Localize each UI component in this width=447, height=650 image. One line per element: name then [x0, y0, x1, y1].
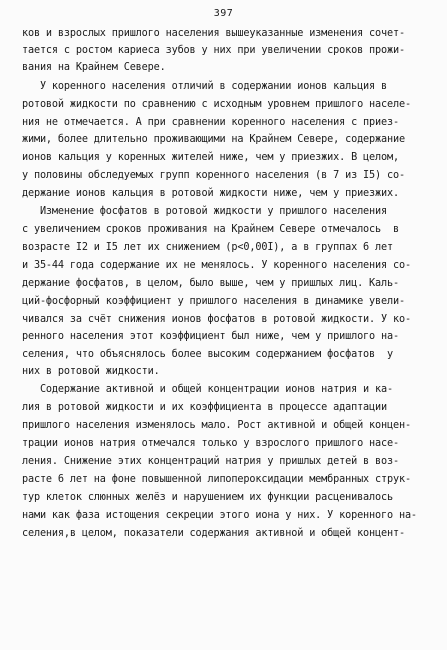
text-line: ротовой жидкости по сравнению с исходным уровнем пришлого населе- [22, 99, 411, 110]
text-line: с увеличением сроков проживания на Крайнем Севере отмечалось в [22, 224, 399, 235]
text-line: лия в ротовой жидкости и их коэффициента в процессе адаптации [22, 402, 387, 413]
text-line: ления. Снижение этих концентраций натрия у пришлых детей в воз- [22, 456, 399, 467]
text-line: чивался за счёт снижения ионов фосфатов в ротовой жидкости. У ко- [22, 314, 411, 325]
text-line: Изменение фосфатов в ротовой жидкости у пришлого населения [22, 206, 387, 217]
text-line: держание фосфатов, в целом, было выше, чем у пришлых лиц. Каль- [22, 278, 399, 289]
text-line: ния не отмечается. А при сравнении коренного населения с приез- [22, 117, 399, 128]
text-line: тается с ростом кариеса зубов у них при увеличении сроков прожи- [22, 45, 405, 56]
text-line: пришлого населения изменялось мало. Рост активной и общей концен- [22, 420, 411, 431]
text-line: расте 6 лет на фоне повышенной липопероксидации мембранных струк- [22, 474, 411, 485]
text-line: ионов кальция у коренных жителей ниже, чем у приезжих. В целом, [22, 152, 399, 163]
text-line: вания на Крайнем Севере. [22, 62, 166, 73]
text-line: возрасте I2 и I5 лет их снижением (p<0,00I), а в группах 6 лет [22, 242, 393, 253]
page-number: 397 [213, 8, 234, 19]
text-line: трации ионов натрия отмечался только у взрослого пришлого насе- [22, 438, 399, 449]
text-line: тур клеток слюнных желёз и нарушением их функции расценивалось [22, 492, 393, 503]
text-line: ций-фосфорный коэффициент у пришлого населения в динамике увели- [22, 296, 405, 307]
text-line: ков и взрослых пришлого населения вышеуказанные изменения сочет- [22, 28, 405, 39]
text-line: них в ротовой жидкости. [22, 366, 160, 377]
text-line: у половины обследуемых групп коренного населения (в 7 из I5) со- [22, 170, 405, 181]
text-line: держание ионов кальция в ротовой жидкости ниже, чем у приезжих. [22, 188, 399, 199]
text-line: ренного населения этот коэффициент был ниже, чем у пришлого на- [22, 331, 399, 342]
text-line: и 35-44 года содержание их не менялось. У коренного населения со- [22, 260, 411, 271]
text-line: селения,в целом, показатели содержания активной и общей концент- [22, 528, 405, 539]
text-line: У коренного населения отличий в содержании ионов кальция в [22, 81, 387, 92]
text-line: нами как фаза истощения секреции этого иона у них. У коренного на- [22, 510, 417, 521]
text-line: Содержание активной и общей концентрации ионов натрия и ка- [22, 384, 393, 395]
text-line: селения, что объяснялось более высоким содержанием фосфатов у [22, 349, 393, 360]
text-line: жими, более длительно проживающими на Крайнем Севере, содержание [22, 134, 405, 145]
